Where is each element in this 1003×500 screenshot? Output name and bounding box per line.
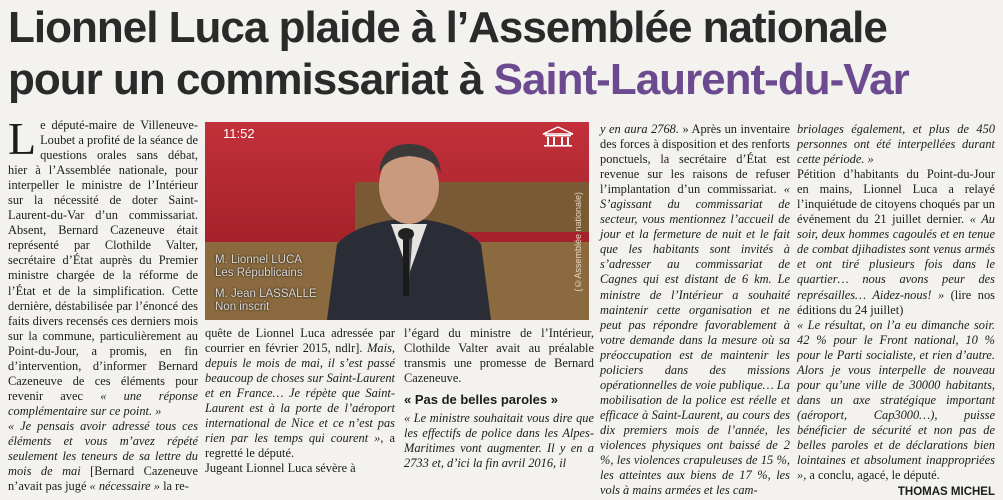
text: (lire nos éditions du 24 juillet) [797,287,995,317]
broadcast-caption [215,254,317,314]
article-column-2 [205,326,395,476]
caption-party-1: Les Républicains [215,267,303,279]
article-headline [8,2,998,106]
headline-place-name: Saint-Laurent-du-Var [493,55,909,104]
author-byline: THOMAS MICHEL [897,486,995,499]
article-photo [205,122,589,320]
text: , a regretté le député. [205,431,395,461]
quote: « S’agissant du commissariat de secteur, vous mentionnez l’accueil de jour et la fermeture de nuit et le fait que les habitants sont invités à s’adresser au commissariat de Cagnes qui est distant de 6 km. Le ministre de l’Intérieur a souhaité maintenir cette organisation et ne peut pas répondre favorablement à votre demande dans la mesure où sa préoccupation est de maintenir les policiers dans des missions opérationnelles de voie publique… La mobilisation de la police est réelle et efficace à Saint-Laurent, au cours des dix premiers mois de l’année, les violences physiques ont baissé de 2 %, les violences crapuleuses de 15 %, les atteintes aux biens de 17 %, les vols à mains armées et les cam- [600,182,790,498]
section-subheading: « Pas de belles paroles » [404,392,558,408]
photo-credit: (©Assemblée nationale) [573,192,583,292]
drop-cap: L [8,113,37,164]
paragraph [205,461,395,476]
quote: briolages également, et plus de 450 personnes ont été interpellées durant cette période. » [797,122,995,167]
article-column-3 [404,326,594,471]
headline-line-2 [8,54,998,106]
quote: « nécessaire » [89,479,160,494]
quote: « Je pensais avoir adressé tous ces éléments et vous m’avez répété seulement les teneurs de sa lettre du mois de mai [8,418,198,479]
paragraph [797,167,995,317]
paragraph [8,113,198,419]
paragraph [404,326,594,386]
headline-line-2-prefix: pour un commissariat à [8,55,483,104]
paragraph [797,122,995,167]
headline-line-1: Lionnel Luca plaide à l’Assemblée nationale [8,3,887,52]
article-column-4 [797,122,995,500]
text: e député-maire de Villeneuve-Loubet a profité de la séance de questions orales sans débat, hier à l’Assemblée nationale, pour interpeller le ministre de l’Intérieur sur la nécessité de doter Saint-Laurent-du-Var d’un commissariat. Absent, Bernard Cazeneuve était représenté par Clothilde Valter, secrétaire d’État auprès du Premier ministre chargée de la réforme de l’État et de la simplification. Cette dernière, déstabilisée par l’énoncé des faits divers recensés ces derniers mois sur la commune, particulièrement au Point-du-Jour, a promis, en fin d’intervention, d’informer Bernard Cazeneuve de ces éléments pour revenir avec [8,118,198,403]
article-column-1 [8,113,198,494]
paragraph [600,122,790,498]
paragraph [797,318,995,484]
quote: « Le ministre souhaitait vous dire que les effectifs de police dans les Alpes-Maritimes vont augmenter. Il y en a 2733 et, d’ici la fin avril 2016, il [404,411,594,471]
paragraph [404,411,594,471]
quote: y en aura 2768. [600,122,679,136]
quote: « Au soir, deux hommes cagoulés et en tenue de combat djihadistes sont venus armés et ont tiré plusieurs fois dans le quartier… nous avons peur des représailles… Aidez-nous! » [797,212,995,302]
text: Pétition d’habitants du Point-du-Jour en mains, Lionnel Luca a relayé l’inquiétude de citoyens choqués par un événement du 21 juillet dernier. [797,167,995,227]
speaker-figure [317,134,501,320]
assemblee-nationale-logo-icon [541,126,575,148]
quote: « Le résultat, on l’a eu dimanche soir. 42 % pour le Front national, 10 % pour le Parti socialiste, et rien d’autre. Alors je vous interpelle de nouveau pour qu’une ville de 30000 habitants, dans un axe stratégique important (aéroport, Cap3000…), puisse bénéficier de sécurité et non pas de belles paroles et de déclarations bien lointaines et absolument inappropriées » [797,317,995,483]
paragraph [8,419,198,494]
text: l’égard du ministre de l’Intérieur, Clothilde Valter avait au préalable transmis une promesse de Bernard Cazeneuve. [404,326,594,386]
text: » Après un inventaire des forces à disposition et des renforts ponctuels, la secrétaire d’État est revenue sur les raisons de refuser l’implantation d’un commissariat. [600,122,791,197]
text: Jugeant Lionnel Luca sévère à [205,461,356,476]
text: , a conclu, agacé, le député. [803,468,940,483]
article-column-3-continued [600,122,790,498]
paragraph [205,326,395,461]
quote: Mais, depuis le mois de mai, il s’est passé beaucoup de choses sur Saint-Laurent et en France… Je répète que Saint-Laurent est à la porte de l’aéroport international de Nice et ce n’est pas rien par les temps qui courent » [205,341,395,446]
broadcast-clock: 11:52 [223,126,255,141]
caption-name-2: M. Jean LASSALLE [215,288,317,300]
caption-name-1: M. Lionnel LUCA [215,254,302,266]
quote: « une réponse complémentaire sur ce point. » [8,388,198,418]
text: [Bernard Cazeneuve n’avait pas jugé [8,464,198,494]
text: la re- [159,479,189,494]
text: quête de Lionnel Luca adressée par courrier en février 2015, ndlr]. [205,326,395,356]
caption-status-2: Non inscrit [215,301,270,313]
